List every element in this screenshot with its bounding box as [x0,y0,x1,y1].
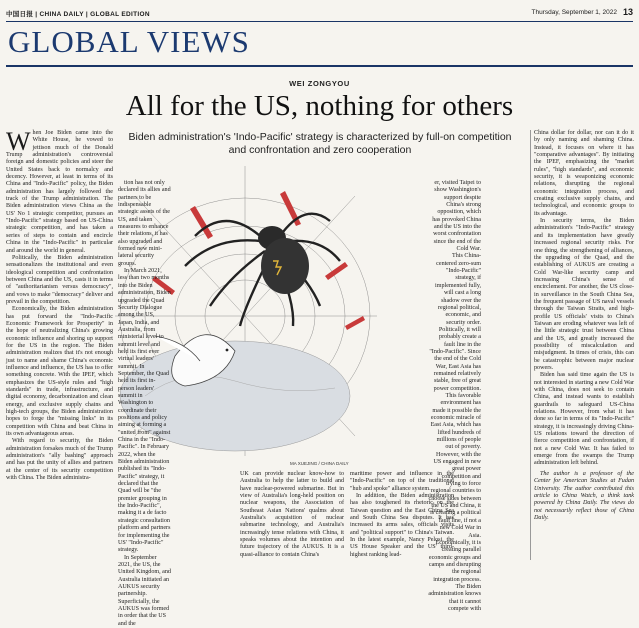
dropcap: W [6,127,31,156]
article-column-1: When Joe Biden came into the White House, he vowed to jettison much of the Donald Trump administration's controversial foreign and domestic policies and steer the United States back to normalcy and decency. However, at least in terms of its China and "Indo-Pacific" policy, the Biden administration has largely followed the track of the Trump administration. The Biden administration views China as the US' No 1 strategic competitor, pursues an "Indo-Pacific" strategy based on US-China strategic competition, and has taken a series of steps to contain and encircle China in the "Indo-Pacific" in particular and around the world in general. Politically, the Biden administration sensationalizes the institutional and even ideological competition and confrontation between China and the US, casts it in terms of "authoritarianism versus democracy", and vows to make "democracy" deliver and prevail in the competition. Economically, the Biden administration has put forward the "Indo-Pacific Economic Framework for Prosperity" in the hope of neutralizing China's growing economic influence and shoring up support for the US in the region. The Biden administration realizes that it's not enough just to name and shame China's economic influence and influence, the US has to offer something concrete. With the IPEF, which emphasizes the US-style rules and "high standards" in trade, infrastructure, and digital economy, decarbonization and clean energy, and exclusive supply chains and high-tech groups, the Biden administration hopes to forge the "missing links" in its competition with China and beat China in its own advantageous areas. With regard to security, the Biden administration forsakes much of the Trump administration's "ally bashing" approach and has put the unity of allies and partners at the center of its security competition with China. The Biden administra- [6,127,113,482]
masthead-brand: 中国日报 | CHINA DAILY | GLOBAL EDITION [6,11,150,18]
headline: All for the US, nothing for others [125,90,514,122]
masthead-rule [6,21,633,22]
column-divider [530,130,531,560]
article-column-5: China dollar for dollar, nor can it do it by only naming and shaming China. Instead, it focuses on where it has "comparative advantages". By initiating the IPEF, emphasizing the "market rules", "high standards", and economic security, it is weaponizing economic relations, disrupting the regional economic integration process, and creating exclusive supply chains, and technological, and economic groups to its advantage. In security terms, the Biden administration's "Indo-Pacific" strategy and its implementation have greatly increased regional security risks. For one thing, the strengthening of alliances, the upgrading of the Quad, and the establishing of AUKUS are creating a Cold War-like security camp and increasing China's sense of encirclement. For another, the US close-in surveillance in the South China Sea, the frequent passage of US naval vessels through the Taiwan Straits, and high-profile US officials' visits to China's Taiwan are eroding whatever was left of the little strategic trust between China and the US, and greatly increased the possibility of miscalculation and misjudgment. In times of crisis, this can be catastrophic between major nuclear powers. Biden has said time again the US is not interested in starting a new Cold War with China, does not seek to contain China, and instead wants to establish guardrails to safeguard US-China relations. However, from what it has done so far in terms of its "Indo-Pacific" strategy, it is increasingly driving China-US relations toward the direction of fierce competition and confrontation, if not a new Cold War. It has failed to emerge from the swamps the Trump administration left behind. The author is a professor of the Center for American Studies at Fudan University. The author contributed this article to China Watch, a think tank powered by China Daily. The views do not necessarily reflect those of China Daily. [534,130,634,521]
illustration-credit: MA XUEJING / CHINA DAILY [290,461,349,466]
section-title: GLOBAL VIEWS [8,24,250,59]
article-column-4: maritime power and influence in the "Indo-Pacific" on top of the traditional "hub and spoke" alliance system. In addition, the Biden administration has also toughened its rhetoric on the Taiwan question and the East China Sea and South China Sea disputes. It has increased its arms sales, officials visits and "political support" to China's Taiwan. In the latest example, Nancy Pelosi, the US House Speaker and the US' third-highest ranking lead- [350,471,454,558]
masthead-date: Thursday, September 1, 2022 [531,9,617,16]
missiles [152,191,365,330]
section-rule [6,65,633,67]
deck: Biden administration's 'Indo-Pacific' strategy is characterized by full-on competition and confrontation and zero cooperation [128,131,512,156]
article-column-4-upper: er, visited Taipei to show Washington's support despite China's strong opposition, which has provoked China and the US into the worst confrontation since the end of the Cold War. This China-centered zero-sum "Indo-Pacific" strategy, if implemented fully, will cast a long shadow over the regional political, economic, and security order. Politically, it will probably create a fault line in the "Indo-Pacific". Since the end of the Cold War, East Asia has remained relatively stable, free of great power competition. This favorable environment has made it possible the economic miracle of East Asia, which has lifted hundreds of millions of people out of poverty. However, with the US engaged in new great power competition and trying to force regional countries to choose sides between the US and China, it is creating a political fault line, if not a new Cold War in Asia. Economically, it is creating parallel economic groups and camps and disrupting the regional integration process. The Biden administration knows that it cannot compete with [428,180,481,612]
article-column-2: tion has not only declared its allies and partners to be indispensable strategic assets of the US, and taken measures to enhance their relations, it has also upgraded and formed new mini-lateral security groups. In March 2021, less than two months into the Biden administration, Biden upgraded the Quad Security Dialogue among the US, Japan, India, and Australia, from ministerial level to summit level and held its first ever virtual leaders' summit. In September, the Quad held its first in-person leaders' summit in Washington to coordinate their positions and policy aiming at forming a "united front" against China in the "Indo-Pacific". In February 2022, when the Biden administration published its "Indo-Pacific" strategy, it declared that the Quad will be "the premier grouping in the Indo-Pacific", making it a de facto strategic consultation platform and partners for implementing the US' "Indo-Pacific" strategy. In September 2021, the US, the United Kingdom, and Australia initiated an AUKUS security partnership. Superficially, the AUKUS was formed in order that the US and the [118,180,171,627]
byline: WEI ZONGYOU [289,79,350,88]
article-column-3: UK can provide nuclear know-how to Australia to help the latter to build and have nuclear-powered submarine. But in view of Australia's long-held position on nuclear weapons, the Association of Southeast Asian Nations' qualms about Australia's acquisition of nuclear submarine technology, and Australia's increasingly tense relations with China, it speaks volumes about the intention and future trajectory of the AUKUS. It is a quasi-alliance to contain China's [240,471,344,558]
author-note: The author is a professor of the Center for American Studies at Fudan University. The author contributed this article to China Watch, a think tank powered by China Daily. The views do not necessarily reflect those of China Daily. [534,470,634,521]
page-number: 13 [622,7,633,17]
masthead [6,6,633,20]
